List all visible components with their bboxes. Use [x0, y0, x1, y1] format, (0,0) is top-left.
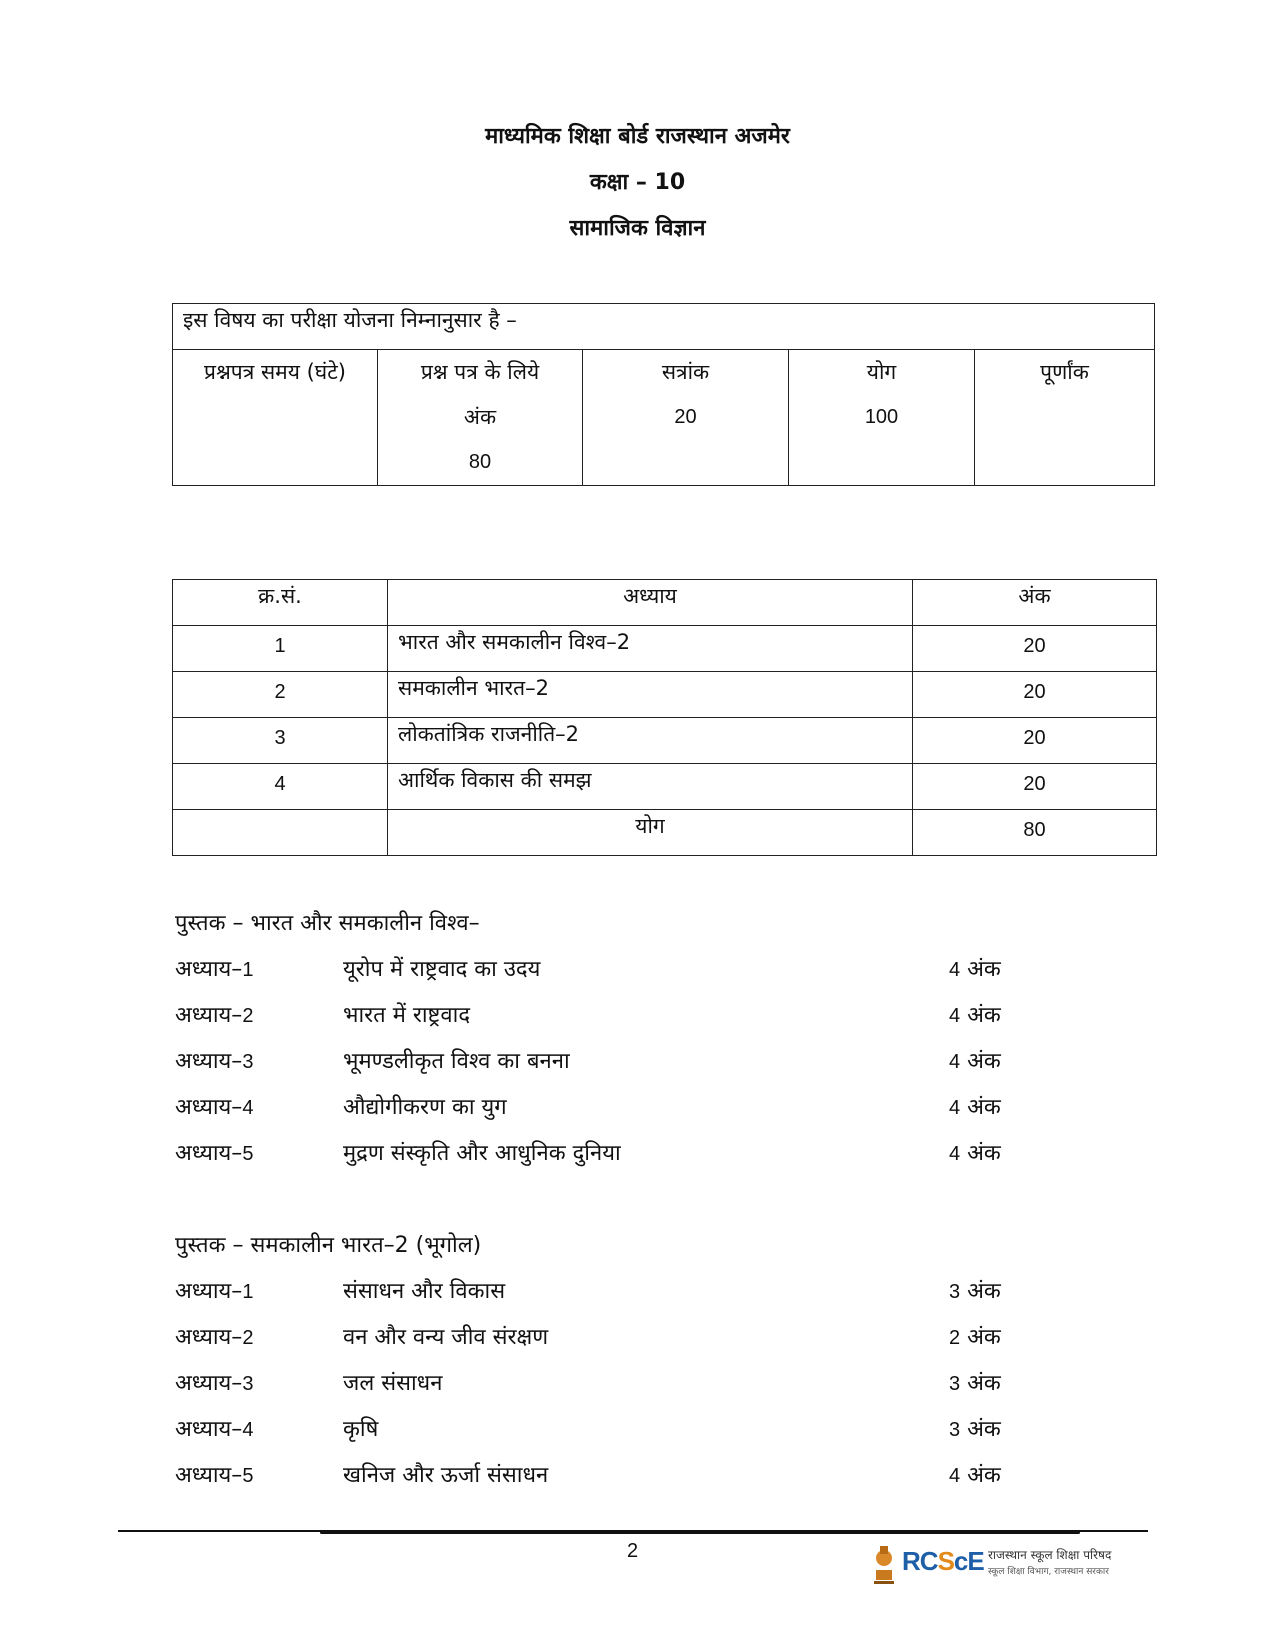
list-item	[175, 1321, 1035, 1361]
list-item	[175, 953, 1035, 993]
row-chapter: आर्थिक विकास की समझ	[388, 764, 913, 810]
chapter-label: अध्याय–3	[175, 1371, 254, 1396]
full-marks-cell	[975, 350, 1155, 486]
total-marks: 80	[913, 810, 1157, 856]
chapter-marks: 4 अंक	[949, 1141, 1001, 1166]
chapter-name: भूमण्डलीकृत विश्व का बनना	[343, 1049, 570, 1074]
table-row	[173, 672, 1157, 718]
list-item	[175, 1459, 1035, 1499]
row-sn: 3	[173, 718, 388, 764]
row-marks: 20	[913, 764, 1157, 810]
total-cell	[789, 350, 975, 486]
row-sn: 2	[173, 672, 388, 718]
chapter-label: अध्याय–2	[175, 1003, 254, 1028]
chapter-marks: 3 अंक	[949, 1279, 1001, 1304]
chapter-label: अध्याय–2	[175, 1325, 254, 1350]
exam-scheme-intro: इस विषय का परीक्षा योजना निम्नानुसार है –	[173, 304, 1155, 350]
row-sn: 4	[173, 764, 388, 810]
class-title: कक्षा – 10	[589, 170, 686, 195]
book-title-2: पुस्तक – समकालीन भारत–2 (भूगोल)	[175, 1233, 482, 1258]
list-item	[175, 1367, 1035, 1407]
sessional-header: सत्रांक	[661, 360, 710, 384]
list-item	[175, 999, 1035, 1039]
chapter-label: अध्याय–5	[175, 1463, 254, 1488]
chapter-marks: 4 अंक	[949, 1463, 1001, 1488]
chapter-name: वन और वन्य जीव संरक्षण	[343, 1325, 549, 1350]
header-sn: क्र.सं.	[173, 580, 388, 626]
chapter-label: अध्याय–4	[175, 1095, 254, 1120]
list-item	[175, 1275, 1035, 1315]
logo-brand-text: RCScE	[902, 1546, 984, 1576]
row-chapter: लोकतांत्रिक राजनीति–2	[388, 718, 913, 764]
total-empty-cell	[173, 810, 388, 856]
chapter-label: अध्याय–3	[175, 1049, 254, 1074]
header-chapter: अध्याय	[388, 580, 913, 626]
list-item	[175, 1137, 1035, 1177]
list-item	[175, 1045, 1035, 1085]
board-title: माध्यमिक शिक्षा बोर्ड राजस्थान अजमेर	[485, 124, 790, 149]
row-chapter: भारत और समकालीन विश्व–2	[388, 626, 913, 672]
table-row	[173, 626, 1157, 672]
chapter-marks: 3 अंक	[949, 1417, 1001, 1442]
header-marks: अंक	[913, 580, 1157, 626]
row-marks: 20	[913, 672, 1157, 718]
chapter-name: खनिज और ऊर्जा संसाधन	[343, 1463, 549, 1488]
chapter-name: जल संसाधन	[343, 1371, 443, 1396]
chapter-name: कृषि	[343, 1417, 379, 1442]
book-title-1: पुस्तक – भारत और समकालीन विश्व–	[175, 911, 480, 936]
rcsce-logo	[870, 1540, 1150, 1590]
state-emblem-icon	[870, 1540, 898, 1588]
sessional-cell	[583, 350, 789, 486]
chapter-name: यूरोप में राष्ट्रवाद का उदय	[343, 957, 541, 982]
chapter-marks: 4 अंक	[949, 1003, 1001, 1028]
sessional-value: 20	[674, 406, 697, 428]
paper-marks-value: 80	[468, 451, 492, 473]
list-item	[175, 1413, 1035, 1453]
list-item	[175, 1091, 1035, 1131]
chapter-label: अध्याय–4	[175, 1417, 254, 1442]
chapter-label: अध्याय–1	[175, 1279, 254, 1304]
chapter-name: औद्योगीकरण का युग	[343, 1095, 507, 1120]
chapter-marks: 3 अंक	[949, 1371, 1001, 1396]
chapter-marks: 4 अंक	[949, 1049, 1001, 1074]
paper-time-header: प्रश्नपत्र समय (घंटे)	[204, 360, 346, 384]
table-header-row	[173, 580, 1157, 626]
chapter-marks: 4 अंक	[949, 957, 1001, 982]
logo-subtitle: स्कूल शिक्षा विभाग, राजस्थान सरकार	[988, 1567, 1109, 1577]
chapter-name: भारत में राष्ट्रवाद	[343, 1003, 471, 1028]
chapter-name: मुद्रण संस्कृति और आधुनिक दुनिया	[343, 1141, 621, 1166]
total-header: योग	[866, 360, 897, 384]
paper-marks-cell	[378, 350, 583, 486]
row-sn: 1	[173, 626, 388, 672]
chapter-label: अध्याय–5	[175, 1141, 254, 1166]
chapter-marks: 4 अंक	[949, 1095, 1001, 1120]
table-row	[173, 718, 1157, 764]
table-total-row	[173, 810, 1157, 856]
total-label: योग	[388, 810, 913, 856]
chapter-label: अध्याय–1	[175, 957, 254, 982]
row-marks: 20	[913, 718, 1157, 764]
logo-org-name: राजस्थान स्कूल शिक्षा परिषद	[988, 1548, 1112, 1562]
footer-divider-thick	[320, 1531, 1080, 1534]
row-marks: 20	[913, 626, 1157, 672]
chapter-marks: 2 अंक	[949, 1325, 1001, 1350]
page-number: 2	[627, 1540, 639, 1562]
paper-time-cell	[173, 350, 378, 486]
exam-scheme-table	[172, 303, 1155, 486]
chapter-marks-table	[172, 579, 1157, 856]
table-row	[173, 764, 1157, 810]
total-value: 100	[864, 406, 899, 428]
paper-marks-header-1: प्रश्न पत्र के लिये	[420, 360, 540, 384]
full-marks-header: पूर्णांक	[1040, 360, 1089, 384]
row-chapter: समकालीन भारत–2	[388, 672, 913, 718]
chapter-name: संसाधन और विकास	[343, 1279, 506, 1304]
subject-title: सामाजिक विज्ञान	[569, 216, 706, 241]
paper-marks-header-2: अंक	[463, 405, 497, 429]
